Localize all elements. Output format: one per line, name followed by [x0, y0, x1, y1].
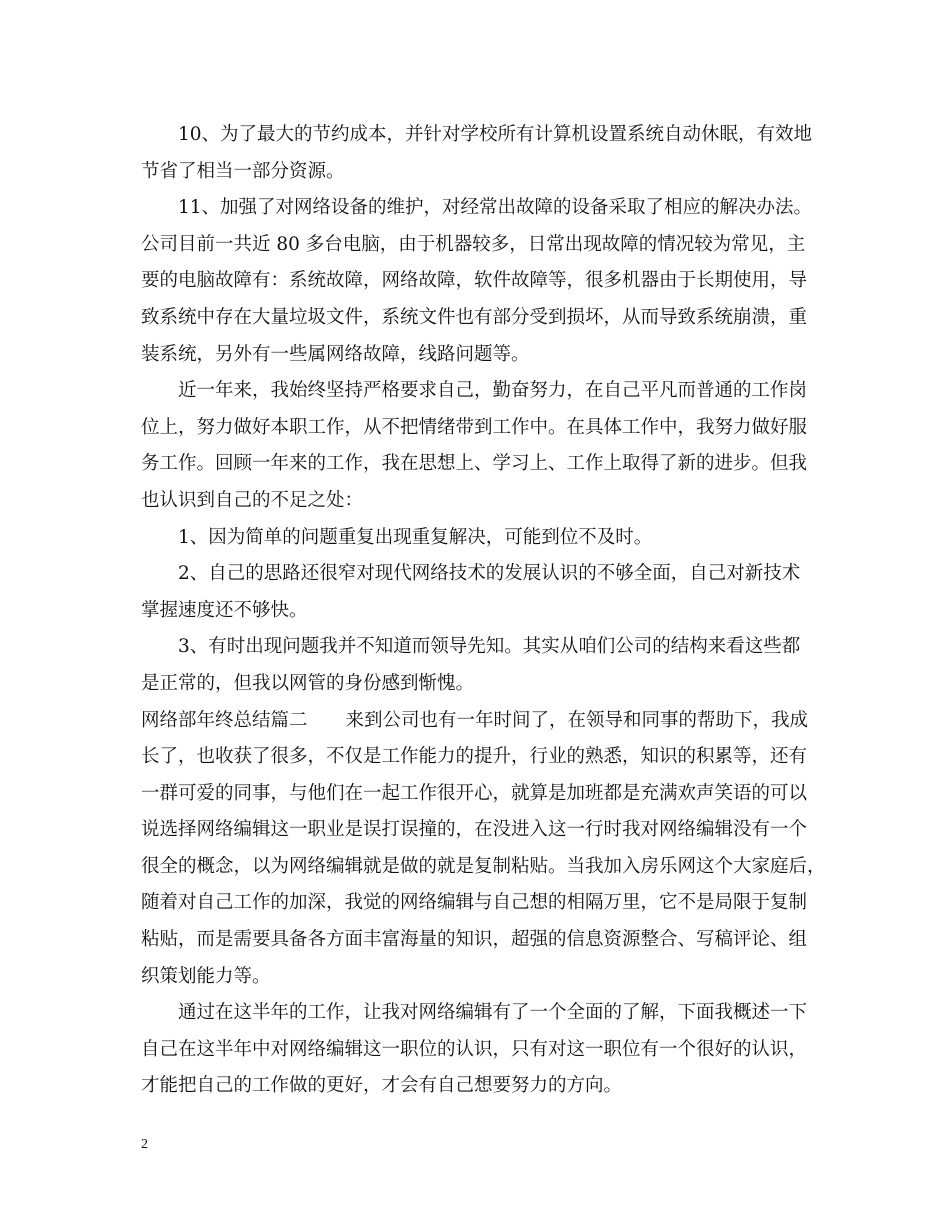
text-line — [141, 190, 823, 227]
line-text: 是正常的，但我以网管的身份感到惭愧。 — [141, 672, 475, 694]
text-line — [141, 483, 823, 520]
line-text: 说选择网络编辑这一职业是误打误撞的，在没进入这一行时我对网络编辑没有一个 — [141, 819, 808, 841]
text-line — [141, 446, 823, 483]
line-text: 11、加强了对网络设备的维护，对经常出故障的设备采取了相应的解决办法。 — [178, 197, 813, 219]
line-text: 自己在这半年中对网络编辑这一职位的认识，只有对这一职位有一个很好的认识， — [141, 1038, 808, 1060]
line-text: 织策划能力等。 — [141, 965, 271, 987]
line-text: 务工作。回顾一年来的工作，我在思想上、学习上、工作上取得了新的进步。但我 — [141, 453, 808, 475]
text-line — [141, 300, 823, 337]
line-text: 公司目前一共近 80 多台电脑，由于机器较多，日常出现故障的情况较为常见，主 — [141, 233, 806, 255]
text-line — [141, 666, 823, 703]
line-text: 掌握速度还不够快。 — [141, 599, 308, 621]
text-line — [141, 593, 823, 630]
line-text: 来到公司也有一年时间了，在领导和同事的帮助下，我成 — [345, 709, 809, 731]
text-line — [141, 410, 823, 447]
line-text: 也认识到自己的不足之处： — [141, 489, 364, 511]
line-text: 节省了相当一部分资源。 — [141, 160, 345, 182]
line-text: 3、有时出现问题我并不知道而领导先知。其实从咱们公司的结构来看这些都 — [178, 636, 801, 658]
text-line — [141, 520, 823, 557]
line-text: 装系统，另外有一些属网络故障，线路问题等。 — [141, 343, 530, 365]
section-heading: 网络部年终总结篇二 — [141, 709, 308, 731]
text-line — [141, 885, 823, 922]
text-line — [141, 117, 823, 154]
line-text: 很全的概念，以为网络编辑就是做的就是复制粘贴。当我加入房乐网这个大家庭后， — [141, 855, 826, 877]
text-line — [141, 922, 823, 959]
line-text: 1、因为简单的问题重复出现重复解决，可能到位不及时。 — [178, 526, 653, 548]
text-line — [141, 776, 823, 813]
line-text: 致系统中存在大量垃圾文件，系统文件也有部分受到损坏，从而导致系统崩溃，重 — [141, 306, 808, 328]
line-text: 长了，也收获了很多，不仅是工作能力的提升，行业的熟悉，知识的积累等，还有 — [141, 746, 808, 768]
line-text: 才能把自己的工作做的更好，才会有自己想要努力的方向。 — [141, 1075, 623, 1097]
line-text: 位上，努力做好本职工作，从不把情绪带到工作中。在具体工作中，我努力做好服 — [141, 416, 808, 438]
text-line — [141, 227, 823, 264]
text-line — [141, 849, 826, 886]
line-text: 2、自己的思路还很窄对现代网络技术的发展认识的不够全面，自己对新技术 — [178, 563, 801, 585]
text-line — [141, 629, 823, 666]
text-line — [141, 373, 823, 410]
text-line — [141, 154, 823, 191]
text-line — [141, 337, 823, 374]
text-line — [141, 703, 823, 740]
page-number: 2 — [141, 1137, 148, 1152]
text-line — [141, 812, 823, 849]
line-text: 近一年来，我始终坚持严格要求自己，勤奋努力，在自己平凡而普通的工作岗 — [178, 380, 808, 402]
text-line — [141, 556, 823, 593]
line-text: 粘贴，而是需要具备各方面丰富海量的知识，超强的信息资源整合、写稿评论、组 — [141, 929, 808, 951]
line-text: 通过在这半年的工作，让我对网络编辑有了一个全面的了解，下面我概述一下 — [178, 1002, 808, 1024]
line-text: 要的电脑故障有：系统故障，网络故障，软件故障等，很多机器由于长期使用，导 — [141, 270, 808, 292]
text-line — [141, 959, 823, 996]
text-line — [141, 263, 823, 300]
text-line — [141, 1068, 823, 1105]
line-text: 一群可爱的同事，与他们在一起工作很开心，就算是加班都是充满欢声笑语的可以 — [141, 782, 808, 804]
text-line — [141, 739, 823, 776]
line-text: 随着对自己工作的加深，我觉的网络编辑与自己想的相隔万里，它不是局限于复制 — [141, 892, 808, 914]
document-body — [141, 117, 826, 1105]
text-line — [141, 995, 823, 1032]
line-text: 10、为了最大的节约成本，并针对学校所有计算机设置系统自动休眠，有效地 — [178, 124, 813, 145]
text-line — [141, 1032, 823, 1069]
